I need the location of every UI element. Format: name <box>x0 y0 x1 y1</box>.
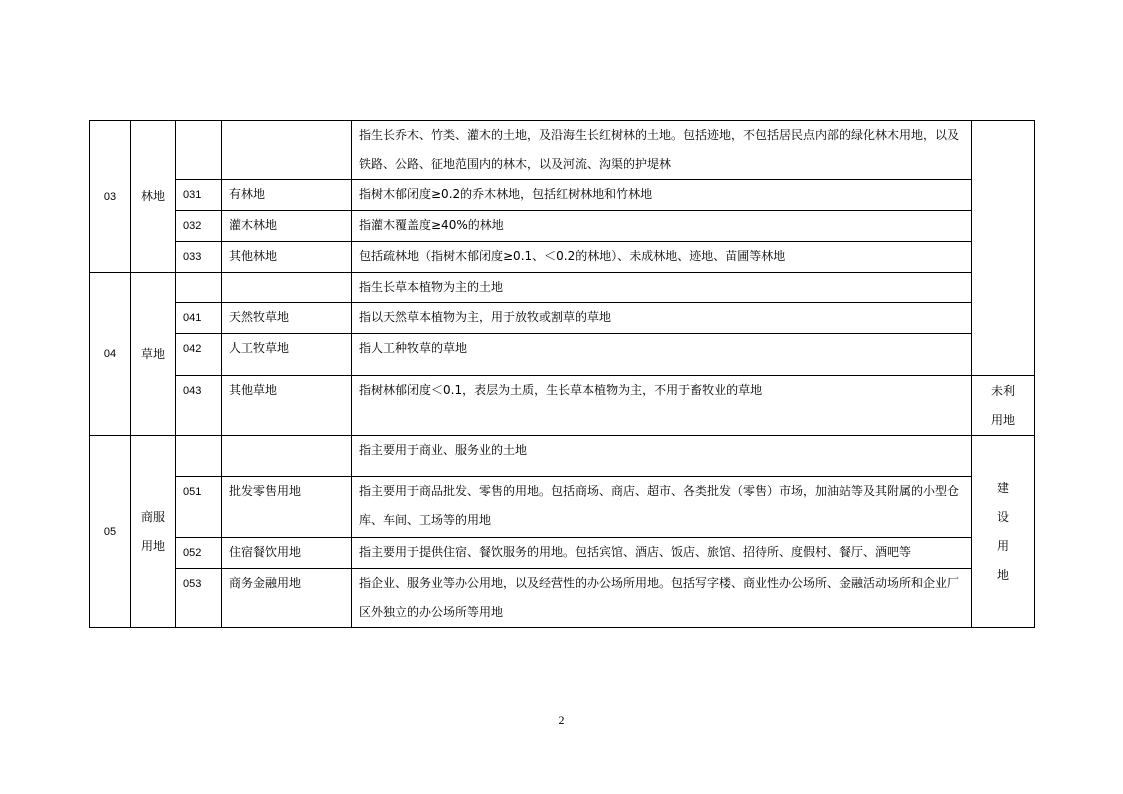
secondary-name: 住宿餐饮用地 <box>229 545 302 559</box>
description-line: 库、车间、工场等的用地 <box>359 513 492 527</box>
primary-name-cell <box>131 273 176 436</box>
table-row <box>90 211 1035 242</box>
secondary-code-cell <box>176 569 222 628</box>
secondary-name: 批发零售用地 <box>229 484 302 498</box>
empty-name-cell <box>222 273 352 303</box>
secondary-code-cell <box>176 334 222 376</box>
description-line: 指生长乔木、竹类、灌木的土地，及沿海生长红树林的土地。包括迹地，不包括居民点内部的绿化林木用地，以及 <box>359 128 960 142</box>
secondary-code-cell <box>176 477 222 538</box>
secondary-code-cell <box>176 538 222 569</box>
secondary-name-cell <box>222 334 352 376</box>
land-group-cell-construction <box>972 436 1035 628</box>
empty-code-cell <box>176 273 222 303</box>
table-row <box>90 376 1035 436</box>
table-row <box>90 334 1035 376</box>
description-line: 指主要用于商品批发、零售的用地。包括商场、商店、超市、各类批发（零售）市场，加油站等及其附属的小型仓 <box>359 484 960 498</box>
secondary-name: 灌木林地 <box>229 218 278 232</box>
secondary-code: 043 <box>183 385 202 397</box>
primary-code: 05 <box>103 525 117 538</box>
land-group-label-line: 用 <box>996 538 1009 553</box>
description-cell <box>352 569 972 628</box>
secondary-name-cell <box>222 180 352 211</box>
description-cell <box>352 242 972 273</box>
secondary-name: 有林地 <box>229 187 266 201</box>
table-row <box>90 121 1035 180</box>
secondary-code-cell <box>176 376 222 436</box>
secondary-name: 商务金融用地 <box>229 576 302 590</box>
primary-name-cell <box>131 436 176 628</box>
table-row <box>90 180 1035 211</box>
description-cell <box>352 121 972 180</box>
description-line: 指灌木覆盖度≥40%的林地 <box>359 218 504 232</box>
secondary-code-cell <box>176 180 222 211</box>
primary-name: 草地 <box>140 346 165 361</box>
land-group-label-line: 用地 <box>990 412 1015 427</box>
empty-name-cell <box>222 121 352 180</box>
description-line: 铁路、公路、征地范围内的林木，以及河流、沟渠的护堤林 <box>359 157 672 171</box>
primary-name-cell <box>131 121 176 273</box>
table-row <box>90 273 1035 303</box>
description-line: 指树木郁闭度≥0.2的乔木林地，包括红树林地和竹林地 <box>359 187 653 201</box>
primary-code-cell <box>90 273 131 436</box>
secondary-name: 其他草地 <box>229 383 278 397</box>
primary-code-cell <box>90 436 131 628</box>
primary-name: 林地 <box>140 189 165 203</box>
description-line: 指树林郁闭度＜0.1，表层为土质，生长草本植物为主，不用于畜牧业的草地 <box>359 383 763 397</box>
description-cell <box>352 180 972 211</box>
secondary-name-cell <box>222 211 352 242</box>
secondary-name: 人工牧草地 <box>229 341 290 355</box>
secondary-name: 天然牧草地 <box>229 310 290 324</box>
secondary-code: 052 <box>183 547 202 559</box>
secondary-code: 031 <box>183 189 202 201</box>
secondary-code: 032 <box>183 220 202 232</box>
description-cell <box>352 436 972 477</box>
description-line: 区外独立的办公场所等用地 <box>359 605 504 619</box>
land-group-label-line: 未利 <box>990 383 1015 398</box>
secondary-code-cell <box>176 303 222 334</box>
description-line: 指生长草本植物为主的土地 <box>359 280 504 294</box>
table-row <box>90 477 1035 538</box>
description-line: 指以天然草本植物为主，用于放牧或割草的草地 <box>359 310 612 324</box>
secondary-code-cell <box>176 211 222 242</box>
secondary-code: 053 <box>183 578 202 590</box>
secondary-code: 041 <box>183 312 202 324</box>
secondary-name-cell <box>222 477 352 538</box>
secondary-code: 042 <box>183 343 202 355</box>
description-line: 指人工种牧草的草地 <box>359 341 468 355</box>
land-group-cell-empty <box>972 121 1035 376</box>
secondary-name-cell <box>222 569 352 628</box>
description-cell <box>352 273 972 303</box>
empty-code-cell <box>176 436 222 477</box>
table-row <box>90 303 1035 334</box>
description-cell <box>352 334 972 376</box>
secondary-name-cell <box>222 242 352 273</box>
description-cell <box>352 376 972 436</box>
description-line: 指主要用于提供住宿、餐饮服务的用地。包括宾馆、酒店、饭店、旅馆、招待所、度假村、餐厅、酒吧等 <box>359 545 912 559</box>
land-group-cell-unused <box>972 376 1035 436</box>
table-row <box>90 569 1035 628</box>
page-number: 2 <box>558 713 565 727</box>
primary-code-cell <box>90 121 131 273</box>
primary-name: 商服 <box>140 509 165 524</box>
empty-name-cell <box>222 436 352 477</box>
secondary-name-cell <box>222 376 352 436</box>
land-group-label-line: 地 <box>996 567 1009 582</box>
empty-code-cell <box>176 121 222 180</box>
table-row <box>90 436 1035 477</box>
description-line: 指主要用于商业、服务业的土地 <box>359 443 528 457</box>
secondary-name-cell <box>222 303 352 334</box>
land-group-label-line: 建 <box>996 480 1009 495</box>
description-line: 指企业、服务业等办公用地，以及经营性的办公场所用地。包括写字楼、商业性办公场所、金融活动场所和企业厂 <box>359 576 960 590</box>
description-cell <box>352 303 972 334</box>
primary-code: 04 <box>103 348 117 360</box>
secondary-name-cell <box>222 538 352 569</box>
table-row <box>90 242 1035 273</box>
land-use-classification-table <box>89 120 1035 628</box>
primary-name: 用地 <box>140 538 165 553</box>
secondary-code: 033 <box>183 251 202 263</box>
primary-code: 03 <box>103 190 117 203</box>
land-group-label-line: 设 <box>996 509 1009 524</box>
description-cell <box>352 538 972 569</box>
secondary-name: 其他林地 <box>229 249 278 263</box>
description-cell <box>352 477 972 538</box>
description-line: 包括疏林地（指树木郁闭度≥0.1、＜0.2的林地）、未成林地、迹地、苗圃等林地 <box>359 249 786 263</box>
secondary-code-cell <box>176 242 222 273</box>
secondary-code: 051 <box>183 486 202 498</box>
table-row <box>90 538 1035 569</box>
description-cell <box>352 211 972 242</box>
